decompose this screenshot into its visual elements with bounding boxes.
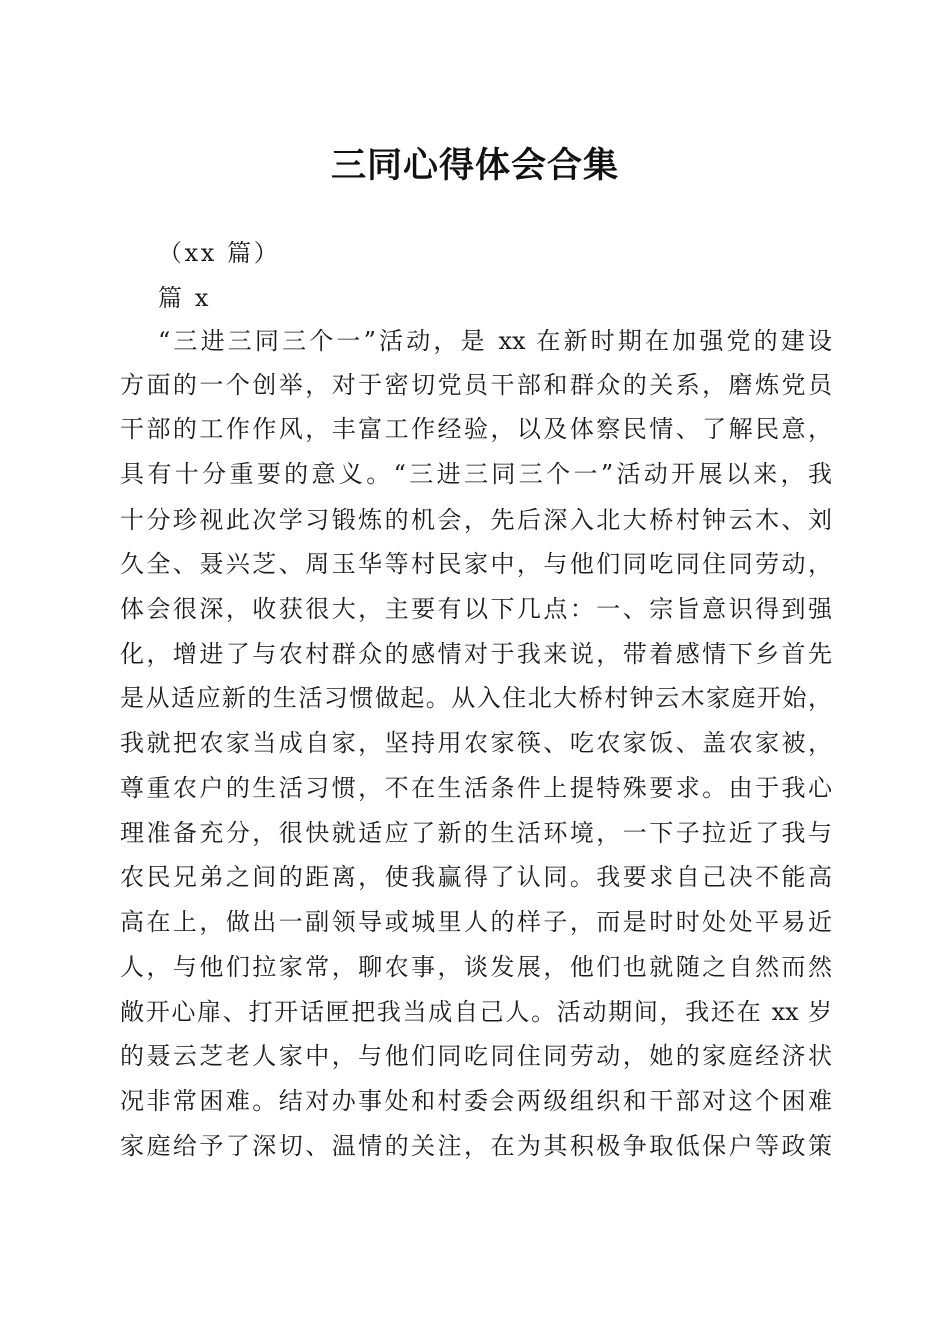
body-line: 人，与他们拉家常，聊农事，谈发展，他们也就随之自然而然 bbox=[120, 953, 832, 981]
body-line: 况非常困难。结对办事处和村委会两级组织和干部对这个困难 bbox=[120, 1087, 832, 1115]
body-line: 化，增进了与农村群众的感情对于我来说，带着感情下乡首先 bbox=[120, 640, 832, 668]
body-line: 是从适应新的生活习惯做起。从入住北大桥村钟云木家庭开始， bbox=[120, 684, 832, 712]
section-heading: 篇 x bbox=[158, 284, 211, 312]
document-title: 三同心得体会合集 bbox=[330, 145, 619, 186]
body-line: 我就把农家当成自家，坚持用农家筷、吃农家饭、盖农家被， bbox=[120, 729, 832, 757]
body-line: 方面的一个创举，对于密切党员干部和群众的关系，磨炼党员 bbox=[120, 371, 832, 399]
body-line: 尊重农户的生活习惯，不在生活条件上提特殊要求。由于我心 bbox=[120, 774, 832, 802]
body-line: 久全、聂兴芝、周玉华等村民家中，与他们同吃同住同劳动， bbox=[120, 550, 832, 578]
body-line: “三进三同三个一”活动，是 xx 在新时期在加强党的建设 bbox=[158, 327, 832, 355]
body-line: 高在上，做出一副领导或城里人的样子，而是时时处处平易近 bbox=[120, 908, 832, 936]
body-line: 农民兄弟之间的距离，使我赢得了认同。我要求自己决不能高 bbox=[120, 863, 832, 891]
body-line: 理准备充分，很快就适应了新的生活环境，一下子拉近了我与 bbox=[120, 819, 832, 847]
document-subtitle: （xx 篇） bbox=[158, 239, 281, 267]
body-line: 十分珍视此次学习锻炼的机会，先后深入北大桥村钟云木、刘 bbox=[120, 506, 832, 534]
body-line: 敞开心扉、打开话匣把我当成自己人。活动期间，我还在 xx 岁 bbox=[120, 998, 832, 1026]
body-line: 的聂云芝老人家中，与他们同吃同住同劳动，她的家庭经济状 bbox=[120, 1042, 832, 1070]
body-line: 家庭给予了深切、温情的关注，在为其积极争取低保户等政策 bbox=[120, 1132, 832, 1160]
body-line: 具有十分重要的意义。“三进三同三个一”活动开展以来，我 bbox=[120, 460, 832, 488]
body-line: 体会很深，收获很大，主要有以下几点：一、宗旨意识得到强 bbox=[120, 595, 832, 623]
body-line: 干部的工作作风，丰富工作经验，以及体察民情、了解民意， bbox=[120, 415, 832, 443]
